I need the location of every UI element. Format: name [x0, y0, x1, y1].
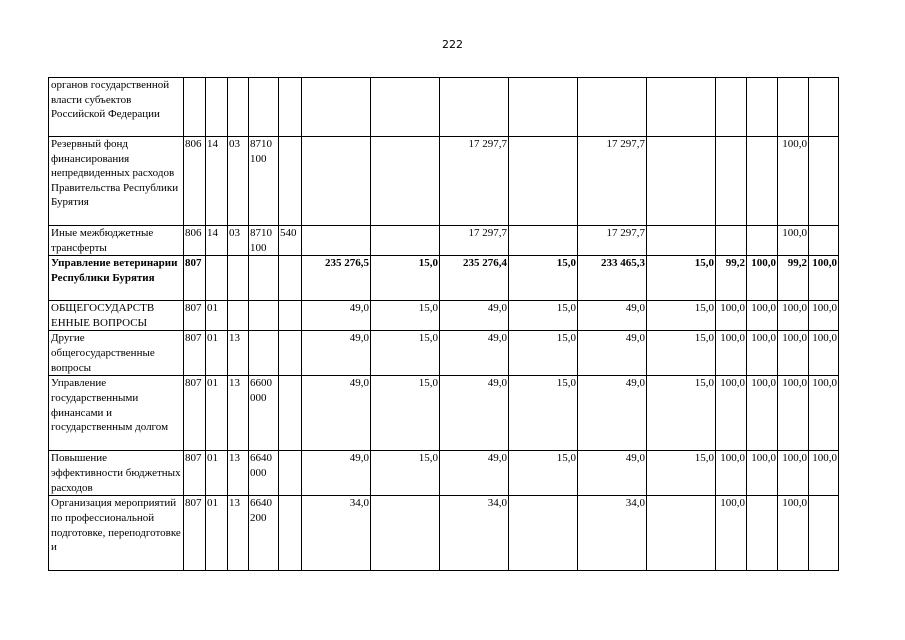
pct-3: 100,0	[778, 301, 809, 331]
admin-code: 806	[184, 137, 206, 226]
pct-4: 100,0	[809, 451, 839, 496]
target-code	[249, 331, 279, 376]
row-name: Другие общегосударственные вопросы	[49, 331, 184, 376]
executed-value: 34,0	[578, 496, 647, 571]
admin-code: 806	[184, 226, 206, 256]
expense-type-code	[279, 331, 302, 376]
subsection-code: 13	[228, 496, 249, 571]
pct-4	[809, 496, 839, 571]
refined-share: 15,0	[509, 301, 578, 331]
pct-1	[716, 78, 747, 137]
pct-2: 100,0	[747, 451, 778, 496]
expense-type-code	[279, 301, 302, 331]
approved-share: 15,0	[371, 376, 440, 451]
executed-value: 49,0	[578, 376, 647, 451]
target-code	[249, 78, 279, 137]
target-code: 8710 100	[249, 137, 279, 226]
refined-share: 15,0	[509, 256, 578, 301]
pct-3: 100,0	[778, 331, 809, 376]
approved-value: 49,0	[302, 451, 371, 496]
pct-4: 100,0	[809, 331, 839, 376]
table-row	[49, 496, 839, 571]
subsection-code: 13	[228, 376, 249, 451]
table-row	[49, 451, 839, 496]
subsection-code	[228, 301, 249, 331]
approved-share: 15,0	[371, 331, 440, 376]
refined-share	[509, 226, 578, 256]
refined-value: 49,0	[440, 376, 509, 451]
pct-2	[747, 78, 778, 137]
executed-value: 49,0	[578, 331, 647, 376]
section-code: 14	[206, 137, 228, 226]
refined-value: 34,0	[440, 496, 509, 571]
row-name: Резервный фонд финансирования непредвиденных расходов Правительства Республики Бурятия	[49, 137, 184, 226]
table-row	[49, 226, 839, 256]
refined-share	[509, 137, 578, 226]
pct-1: 100,0	[716, 301, 747, 331]
pct-4	[809, 137, 839, 226]
table-row	[49, 137, 839, 226]
admin-code: 807	[184, 496, 206, 571]
expense-type-code	[279, 78, 302, 137]
target-code	[249, 256, 279, 301]
refined-value: 49,0	[440, 451, 509, 496]
pct-2: 100,0	[747, 301, 778, 331]
pct-3: 100,0	[778, 226, 809, 256]
pct-4: 100,0	[809, 301, 839, 331]
refined-value	[440, 78, 509, 137]
executed-share: 15,0	[647, 451, 716, 496]
section-code	[206, 256, 228, 301]
approved-value: 34,0	[302, 496, 371, 571]
admin-code: 807	[184, 331, 206, 376]
table-row	[49, 301, 839, 331]
approved-share	[371, 78, 440, 137]
refined-value: 49,0	[440, 301, 509, 331]
subsection-code: 13	[228, 451, 249, 496]
row-name: Иные межбюджетные трансферты	[49, 226, 184, 256]
target-code: 6600 000	[249, 376, 279, 451]
section-code: 01	[206, 496, 228, 571]
executed-share	[647, 496, 716, 571]
executed-value	[578, 78, 647, 137]
page-number: 222	[442, 38, 463, 51]
executed-value: 233 465,3	[578, 256, 647, 301]
table-row	[49, 78, 839, 137]
refined-value: 235 276,4	[440, 256, 509, 301]
expense-type-code	[279, 451, 302, 496]
row-name: Организация мероприятий по профессиональной подготовке, переподготовке и	[49, 496, 184, 571]
pct-2	[747, 496, 778, 571]
target-code: 6640 000	[249, 451, 279, 496]
pct-1: 100,0	[716, 376, 747, 451]
pct-1	[716, 226, 747, 256]
approved-share: 15,0	[371, 451, 440, 496]
pct-3: 100,0	[778, 451, 809, 496]
budget-table	[48, 77, 839, 571]
table-row	[49, 256, 839, 301]
target-code: 8710 100	[249, 226, 279, 256]
table-row	[49, 331, 839, 376]
subsection-code: 03	[228, 226, 249, 256]
pct-3: 100,0	[778, 137, 809, 226]
refined-value: 17 297,7	[440, 226, 509, 256]
approved-value: 49,0	[302, 331, 371, 376]
admin-code	[184, 78, 206, 137]
refined-share	[509, 78, 578, 137]
subsection-code: 03	[228, 137, 249, 226]
section-code: 01	[206, 301, 228, 331]
section-code: 01	[206, 331, 228, 376]
subsection-code	[228, 78, 249, 137]
pct-3: 100,0	[778, 496, 809, 571]
table-row	[49, 376, 839, 451]
pct-2	[747, 137, 778, 226]
approved-value: 235 276,5	[302, 256, 371, 301]
expense-type-code	[279, 256, 302, 301]
expense-type-code: 540	[279, 226, 302, 256]
subsection-code	[228, 256, 249, 301]
approved-share	[371, 226, 440, 256]
executed-value: 49,0	[578, 451, 647, 496]
approved-value	[302, 226, 371, 256]
row-name: ОБЩЕГОСУДАРСТВ ЕННЫЕ ВОПРОСЫ	[49, 301, 184, 331]
row-name: органов государственной власти субъектов Российской Федерации	[49, 78, 184, 137]
refined-share	[509, 496, 578, 571]
approved-value	[302, 78, 371, 137]
target-code: 6640 200	[249, 496, 279, 571]
approved-value: 49,0	[302, 376, 371, 451]
approved-share: 15,0	[371, 256, 440, 301]
admin-code: 807	[184, 451, 206, 496]
row-name: Повышение эффективности бюджетных расходов	[49, 451, 184, 496]
admin-code: 807	[184, 301, 206, 331]
executed-share: 15,0	[647, 301, 716, 331]
approved-value: 49,0	[302, 301, 371, 331]
section-code: 14	[206, 226, 228, 256]
pct-4	[809, 226, 839, 256]
target-code	[249, 301, 279, 331]
pct-1	[716, 137, 747, 226]
pct-4: 100,0	[809, 256, 839, 301]
pct-1: 100,0	[716, 496, 747, 571]
pct-2: 100,0	[747, 331, 778, 376]
pct-2: 100,0	[747, 376, 778, 451]
subsection-code: 13	[228, 331, 249, 376]
pct-3	[778, 78, 809, 137]
executed-value: 17 297,7	[578, 226, 647, 256]
section-code	[206, 78, 228, 137]
refined-share: 15,0	[509, 451, 578, 496]
executed-value: 17 297,7	[578, 137, 647, 226]
pct-1: 100,0	[716, 451, 747, 496]
pct-1: 100,0	[716, 331, 747, 376]
executed-value: 49,0	[578, 301, 647, 331]
section-code: 01	[206, 451, 228, 496]
refined-share: 15,0	[509, 376, 578, 451]
expense-type-code	[279, 496, 302, 571]
executed-share	[647, 137, 716, 226]
approved-share	[371, 137, 440, 226]
pct-4	[809, 78, 839, 137]
pct-2	[747, 226, 778, 256]
refined-share: 15,0	[509, 331, 578, 376]
executed-share: 15,0	[647, 376, 716, 451]
executed-share: 15,0	[647, 331, 716, 376]
pct-2: 100,0	[747, 256, 778, 301]
approved-share	[371, 496, 440, 571]
admin-code: 807	[184, 376, 206, 451]
pct-1: 99,2	[716, 256, 747, 301]
approved-share: 15,0	[371, 301, 440, 331]
section-code: 01	[206, 376, 228, 451]
admin-code: 807	[184, 256, 206, 301]
executed-share	[647, 78, 716, 137]
refined-value: 49,0	[440, 331, 509, 376]
row-name: Управление государственными финансами и государственным долгом	[49, 376, 184, 451]
refined-value: 17 297,7	[440, 137, 509, 226]
approved-value	[302, 137, 371, 226]
executed-share	[647, 226, 716, 256]
pct-3: 99,2	[778, 256, 809, 301]
pct-4: 100,0	[809, 376, 839, 451]
expense-type-code	[279, 137, 302, 226]
pct-3: 100,0	[778, 376, 809, 451]
row-name: Управление ветеринарии Республики Бурятия	[49, 256, 184, 301]
executed-share: 15,0	[647, 256, 716, 301]
expense-type-code	[279, 376, 302, 451]
